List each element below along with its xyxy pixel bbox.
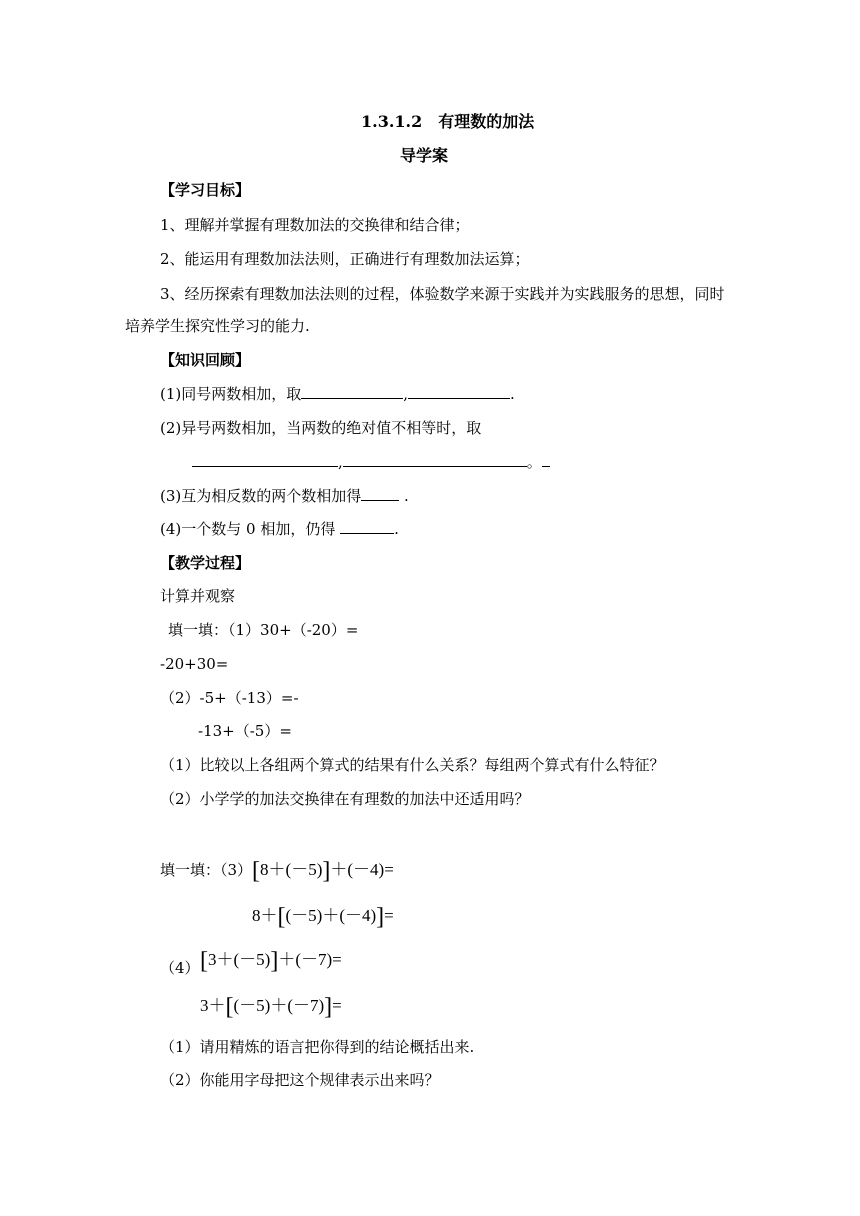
expression-4a (200, 948, 342, 974)
review-1-comma: , (403, 385, 409, 403)
review-1-period: . (510, 385, 515, 403)
review-2: (2)异号两数相加，当两数的绝对值不相等时，取 (160, 419, 482, 437)
review-2-period: 。 (526, 453, 542, 471)
expr-4a-inner: 3＋(－5) (208, 950, 271, 969)
review-2-blanks (192, 452, 550, 472)
expression-3b (252, 904, 394, 930)
expr-4b-tail: = (332, 996, 342, 1015)
goal-1: 1、理解并掌握有理数加法的交换律和结合律； (160, 216, 470, 234)
question-2: （2）小学学的加法交换律在有理数的加法中还适用吗？ (160, 790, 530, 808)
expr-3b-head: 8＋ (252, 906, 278, 925)
expr-3b-inner: (－5)＋(－4) (285, 906, 377, 925)
review-4 (160, 519, 399, 539)
process-heading: 【教学过程】 (160, 554, 251, 572)
goals-heading: 【学习目标】 (160, 181, 251, 199)
expr-3b-tail: = (384, 906, 394, 925)
right-bracket: ] (376, 904, 385, 930)
answer-blank[interactable] (343, 452, 527, 467)
expr-3a-inner: 8＋(－5) (260, 860, 323, 879)
fill-1: 填一填：（1）30+（-20）= (168, 621, 359, 639)
expr-4a-tail: ＋(－7)= (278, 950, 342, 969)
doc-subtitle: 导学案 (400, 146, 449, 165)
review-2-comma: , (338, 453, 343, 471)
right-bracket: ] (322, 858, 331, 884)
fill-2b: -13+（-5）= (198, 722, 292, 740)
review-4-text: (4)一个数与 0 相加，仍得 (160, 520, 341, 538)
left-bracket: [ (225, 994, 234, 1020)
answer-blank-tail (542, 452, 550, 467)
expression-4b (200, 994, 342, 1020)
fill-1b: -20+30= (160, 655, 229, 673)
left-bracket: [ (277, 904, 286, 930)
expr-3a-tail: ＋(－4)= (330, 860, 394, 879)
goal-2: 2、能运用有理数加法法则，正确进行有理数加法运算； (160, 250, 530, 268)
review-1 (160, 384, 515, 404)
answer-blank[interactable] (361, 486, 399, 501)
answer-blank[interactable] (408, 384, 510, 399)
review-heading: 【知识回顾】 (160, 351, 251, 369)
fill-2: （2）-5+（-13）=- (160, 689, 299, 707)
expr-4b-inner: (－5)＋(－7) (233, 996, 325, 1015)
fill-4-label: （4） (160, 959, 200, 977)
doc-title: 1.3.1.2 有理数的加法 (361, 112, 535, 131)
expr-4a-group (200, 948, 342, 974)
review-3 (160, 486, 409, 506)
fill-3 (160, 858, 394, 884)
right-bracket: ] (324, 994, 333, 1020)
answer-blank[interactable] (301, 384, 403, 399)
goal-3a: 3、经历探索有理数加法法则的过程，体验数学来源于实践并为实践服务的思想，同时 (160, 285, 725, 303)
left-bracket: [ (252, 858, 261, 884)
calc-observe: 计算并观察 (160, 587, 236, 605)
expr-3b-group (277, 904, 394, 930)
question-3: （1）请用精炼的语言把你得到的结论概括出来. (160, 1038, 475, 1056)
expr-4b-head: 3＋ (200, 996, 226, 1015)
expression-3a (252, 858, 394, 884)
review-3-text: (3)互为相反数的两个数相加得 (160, 487, 362, 505)
goal-3b: 培养学生探究性学习的能力. (125, 317, 310, 335)
expr-4b-group (225, 994, 342, 1020)
review-4-period: . (394, 520, 399, 538)
review-3-period: . (399, 487, 409, 505)
fill-3-label: 填一填：（3） (160, 861, 253, 879)
answer-blank[interactable] (192, 452, 338, 467)
left-bracket: [ (200, 948, 208, 974)
right-bracket: ] (270, 948, 279, 974)
question-4: （2）你能用字母把这个规律表示出来吗？ (160, 1071, 440, 1089)
question-1: （1）比较以上各组两个算式的结果有什么关系？每组两个算式有什么特征？ (160, 756, 665, 774)
review-1-text: (1)同号两数相加，取 (160, 385, 302, 403)
answer-blank[interactable] (340, 519, 394, 534)
